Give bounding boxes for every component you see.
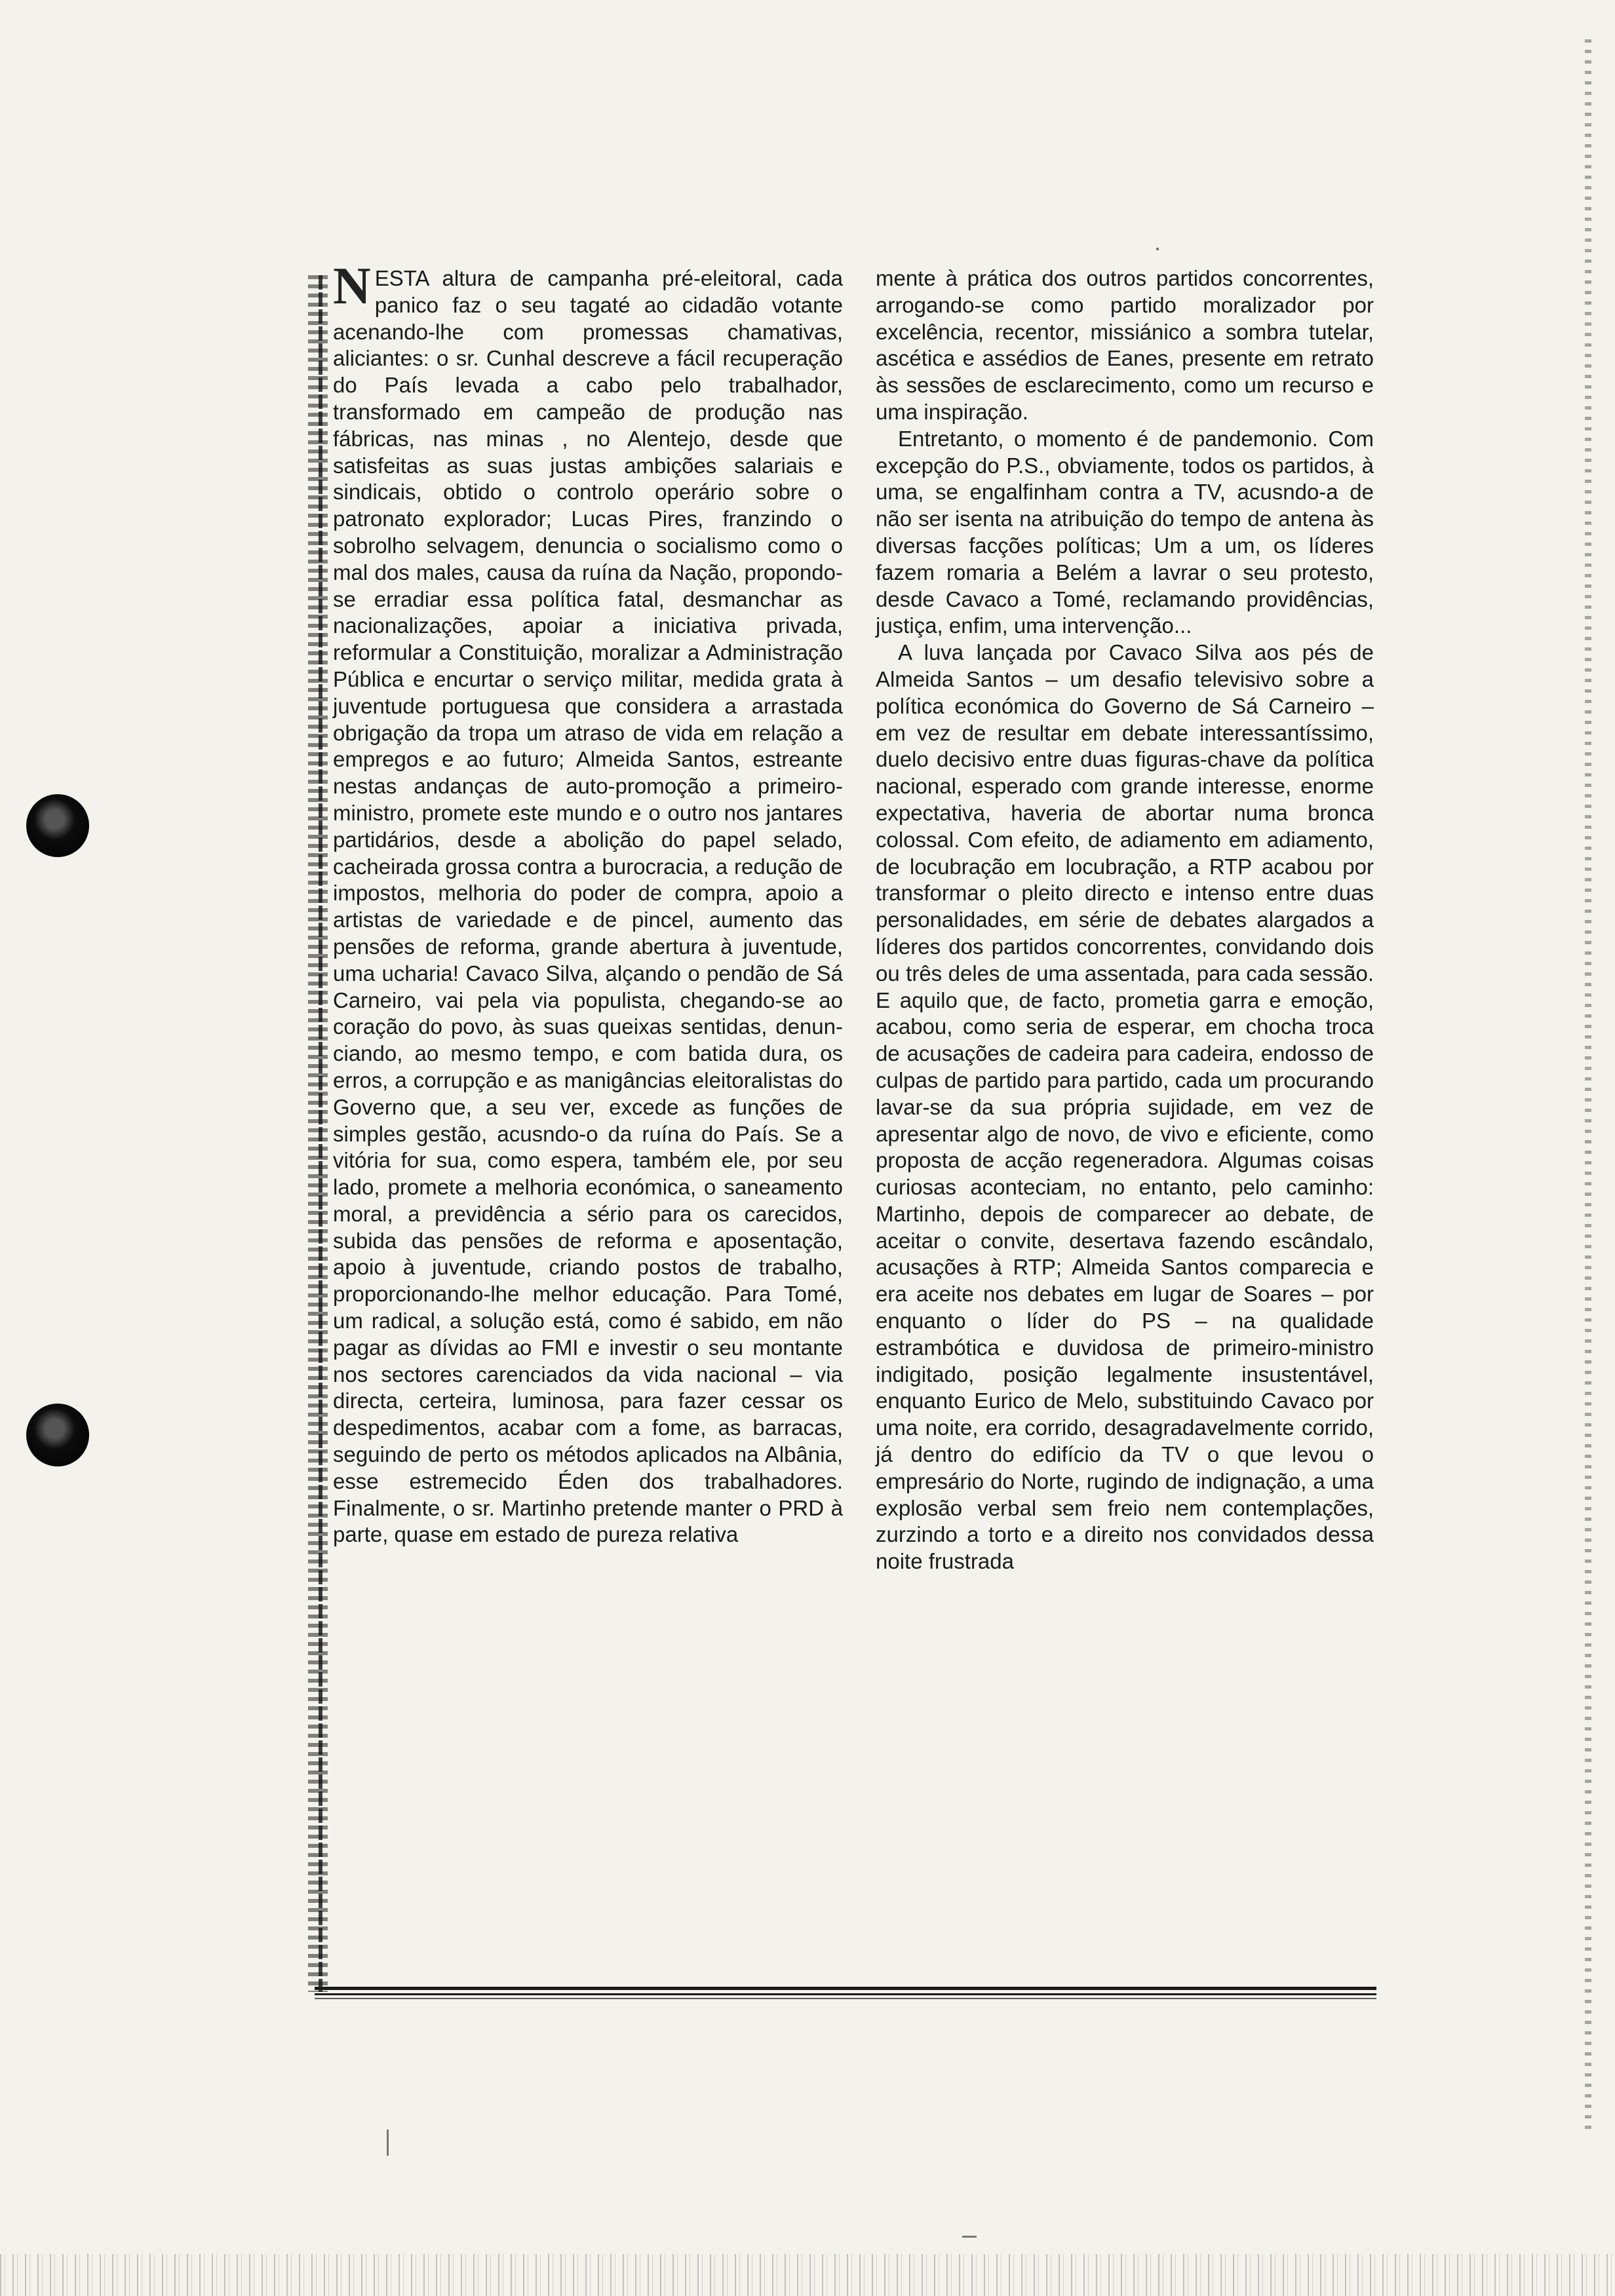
article-column-left — [333, 258, 843, 1548]
scan-speck — [962, 2236, 977, 2238]
scan-speck — [387, 2130, 389, 2156]
article-column-right — [876, 265, 1374, 1575]
bottom-rule — [315, 1987, 1376, 1990]
paragraph: ESTA altura de campanha pré-eleitoral, cada panico faz o seu tagaté ao cidadão votante acenando-lhe com promessas chamativas, aliciantes: o sr. Cunhal descreve a fácil recuperação do País levada a cabo pelo trabalhador, transformado em campeão de produção nas fábricas, nas minas , no Alentejo, desde que satisfeitas as suas justas ambições salariais e sindicais, obtido o controlo operário sobre o patronato explorador; Lucas Pires, franzindo o sobrolho selvagem, denuncia o socialismo como o mal dos males, causa da ruína da Nação, propondo-se erradiar essa política fatal, desmanchar as nacionalizações, apoiar a iniciativa privada, reformular a Constituição, moralizar a Administração Pública e encurtar o serviço militar, medida grata à juventude portuguesa que considera a arrastada obrigação da tropa um atraso de vida em relação a empregos e ao futuro; Almeida Santos, estreante nestas andanças de auto-promoção a primeiro-ministro, promete este mundo e o outro nos jantares partidários, desde a abolição do papel selado, cacheirada grossa contra a burocracia, a redução de impostos, melhoria do poder de compra, apoio a artistas de variedade e de pincel, aumento das pensões de reforma, grande abertura à juventude, uma ucharia! Cavaco Silva, alçando o pendão de Sá Carneiro, vai pela via populista, chegando-se ao coração do povo, às suas queixas sentidas, denunciando, ao mesmo tempo, e com batida dura, os erros, a corrupção e as manigâncias eleitoralistas do Governo que, a seu ver, excede as funções de simples gestão, acusndo-o da ruína do País. Se a vitória for sua, como espera, também ele, por seu lado, promete a melhoria económica, o saneamento moral, a previdência a sério para os carecidos, subida das pensões de reforma e aposentação, apoio à juventude, criando postos de trabalho, proporcionando-lhe melhor educação. Para Tomé, um radical, a solução está, como é sabido, em não pagar as dívidas ao FMI e investir o seu montante nos sectores carenciados da vida nacional – via directa, certeira, luminosa, para fazer cessar os despedimentos, acabar com a fome, as barracas, seguindo de perto os métodos aplicados na Albânia, esse estremecido Éden dos trabalhadores. Finalmente, o sr. Martinho pretende manter o PRD à parte, quase em estado de pureza relativa — [333, 266, 843, 1547]
bottom-rule — [315, 1998, 1376, 1999]
left-edge-rule — [319, 275, 322, 1992]
paragraph: mente à prática dos outros partidos concorrentes, arrogando-se como partido moralizador por excelência, recentor, missiánico a sombra tutelar, ascética e assédios de Eanes, presente em retrato às sessões de esclarecimento, como um recurso e uma inspiração. — [876, 266, 1374, 424]
paragraph: A luva lançada por Cavaco Silva aos pés de Almeida Santos – um desafio televisivo sobre a política económica do Governo de Sá Carneiro – em vez de resultar em debate interessantíssimo, duelo decisivo entre duas figuras-chave da política nacional, esperado com grande interesse, enorme expectativa, haveria de abortar numa bronca colossal. Com efeito, de adiamento em adiamento, de locubração em locubração, a RTP acabou por transformar o pleito directo e intenso entre duas personalidades, em série de debates alargados a líderes dos partidos concorrentes, convidando dois ou três deles de uma assentada, para cada sessão. E aquilo que, de facto, prometia garra e emoção, acabou, como seria de esperar, em chocha troca de acusações de cadeira para cadeira, endosso de culpas de partido para partido, cada um procurando lavar-se da sua própria sujidade, em vez de apresentar algo de novo, de vivo e eficiente, como proposta de acção regeneradora. Algumas coisas curiosas aconteciam, no entanto, pelo caminho: Martinho, depois de comparecer ao debate, de aceitar o convite, desertava fazendo escândalo, acusações à RTP; Almeida Santos comparecia e era aceite nos debates em lugar de Soares – por enquanto o líder do PS – na qualidade estrambótica e duvidosa de primeiro-ministro indigitado, posição legalmente insustentável, enquanto Eurico de Melo, substituindo Cavaco por uma noite, era corrido, desagradavelmente corrido, já dentro do edifício da TV o que levou o empresário do Norte, rugindo de indignação, a uma explosão verbal sem freio nem contemplações, zurzindo a torto e a direito nos convidados dessa noite frustrada — [876, 640, 1374, 1574]
paragraph: Entretanto, o momento é de pandemonio. Com excepção do P.S., obviamente, todos os partidos, à uma, se engalfinham contra a TV, acusndo-a de não ser isenta na atribuição do tempo de antena às diversas facções políticas; Um a um, os líderes fazem romaria a Belém a lavrar o seu protesto, desde Cavaco a Tomé, reclamando providências, justiça, enfim, uma intervenção... — [876, 426, 1374, 638]
right-edge — [1585, 39, 1591, 2136]
torn-left-edge — [308, 275, 328, 1992]
punch-hole-top — [26, 794, 89, 857]
bottom-rule — [315, 1993, 1376, 1995]
drop-cap: N — [333, 258, 371, 315]
scan-speck — [1156, 248, 1159, 250]
scan-noise — [0, 2254, 1615, 2296]
punch-hole-bottom — [26, 1404, 89, 1466]
